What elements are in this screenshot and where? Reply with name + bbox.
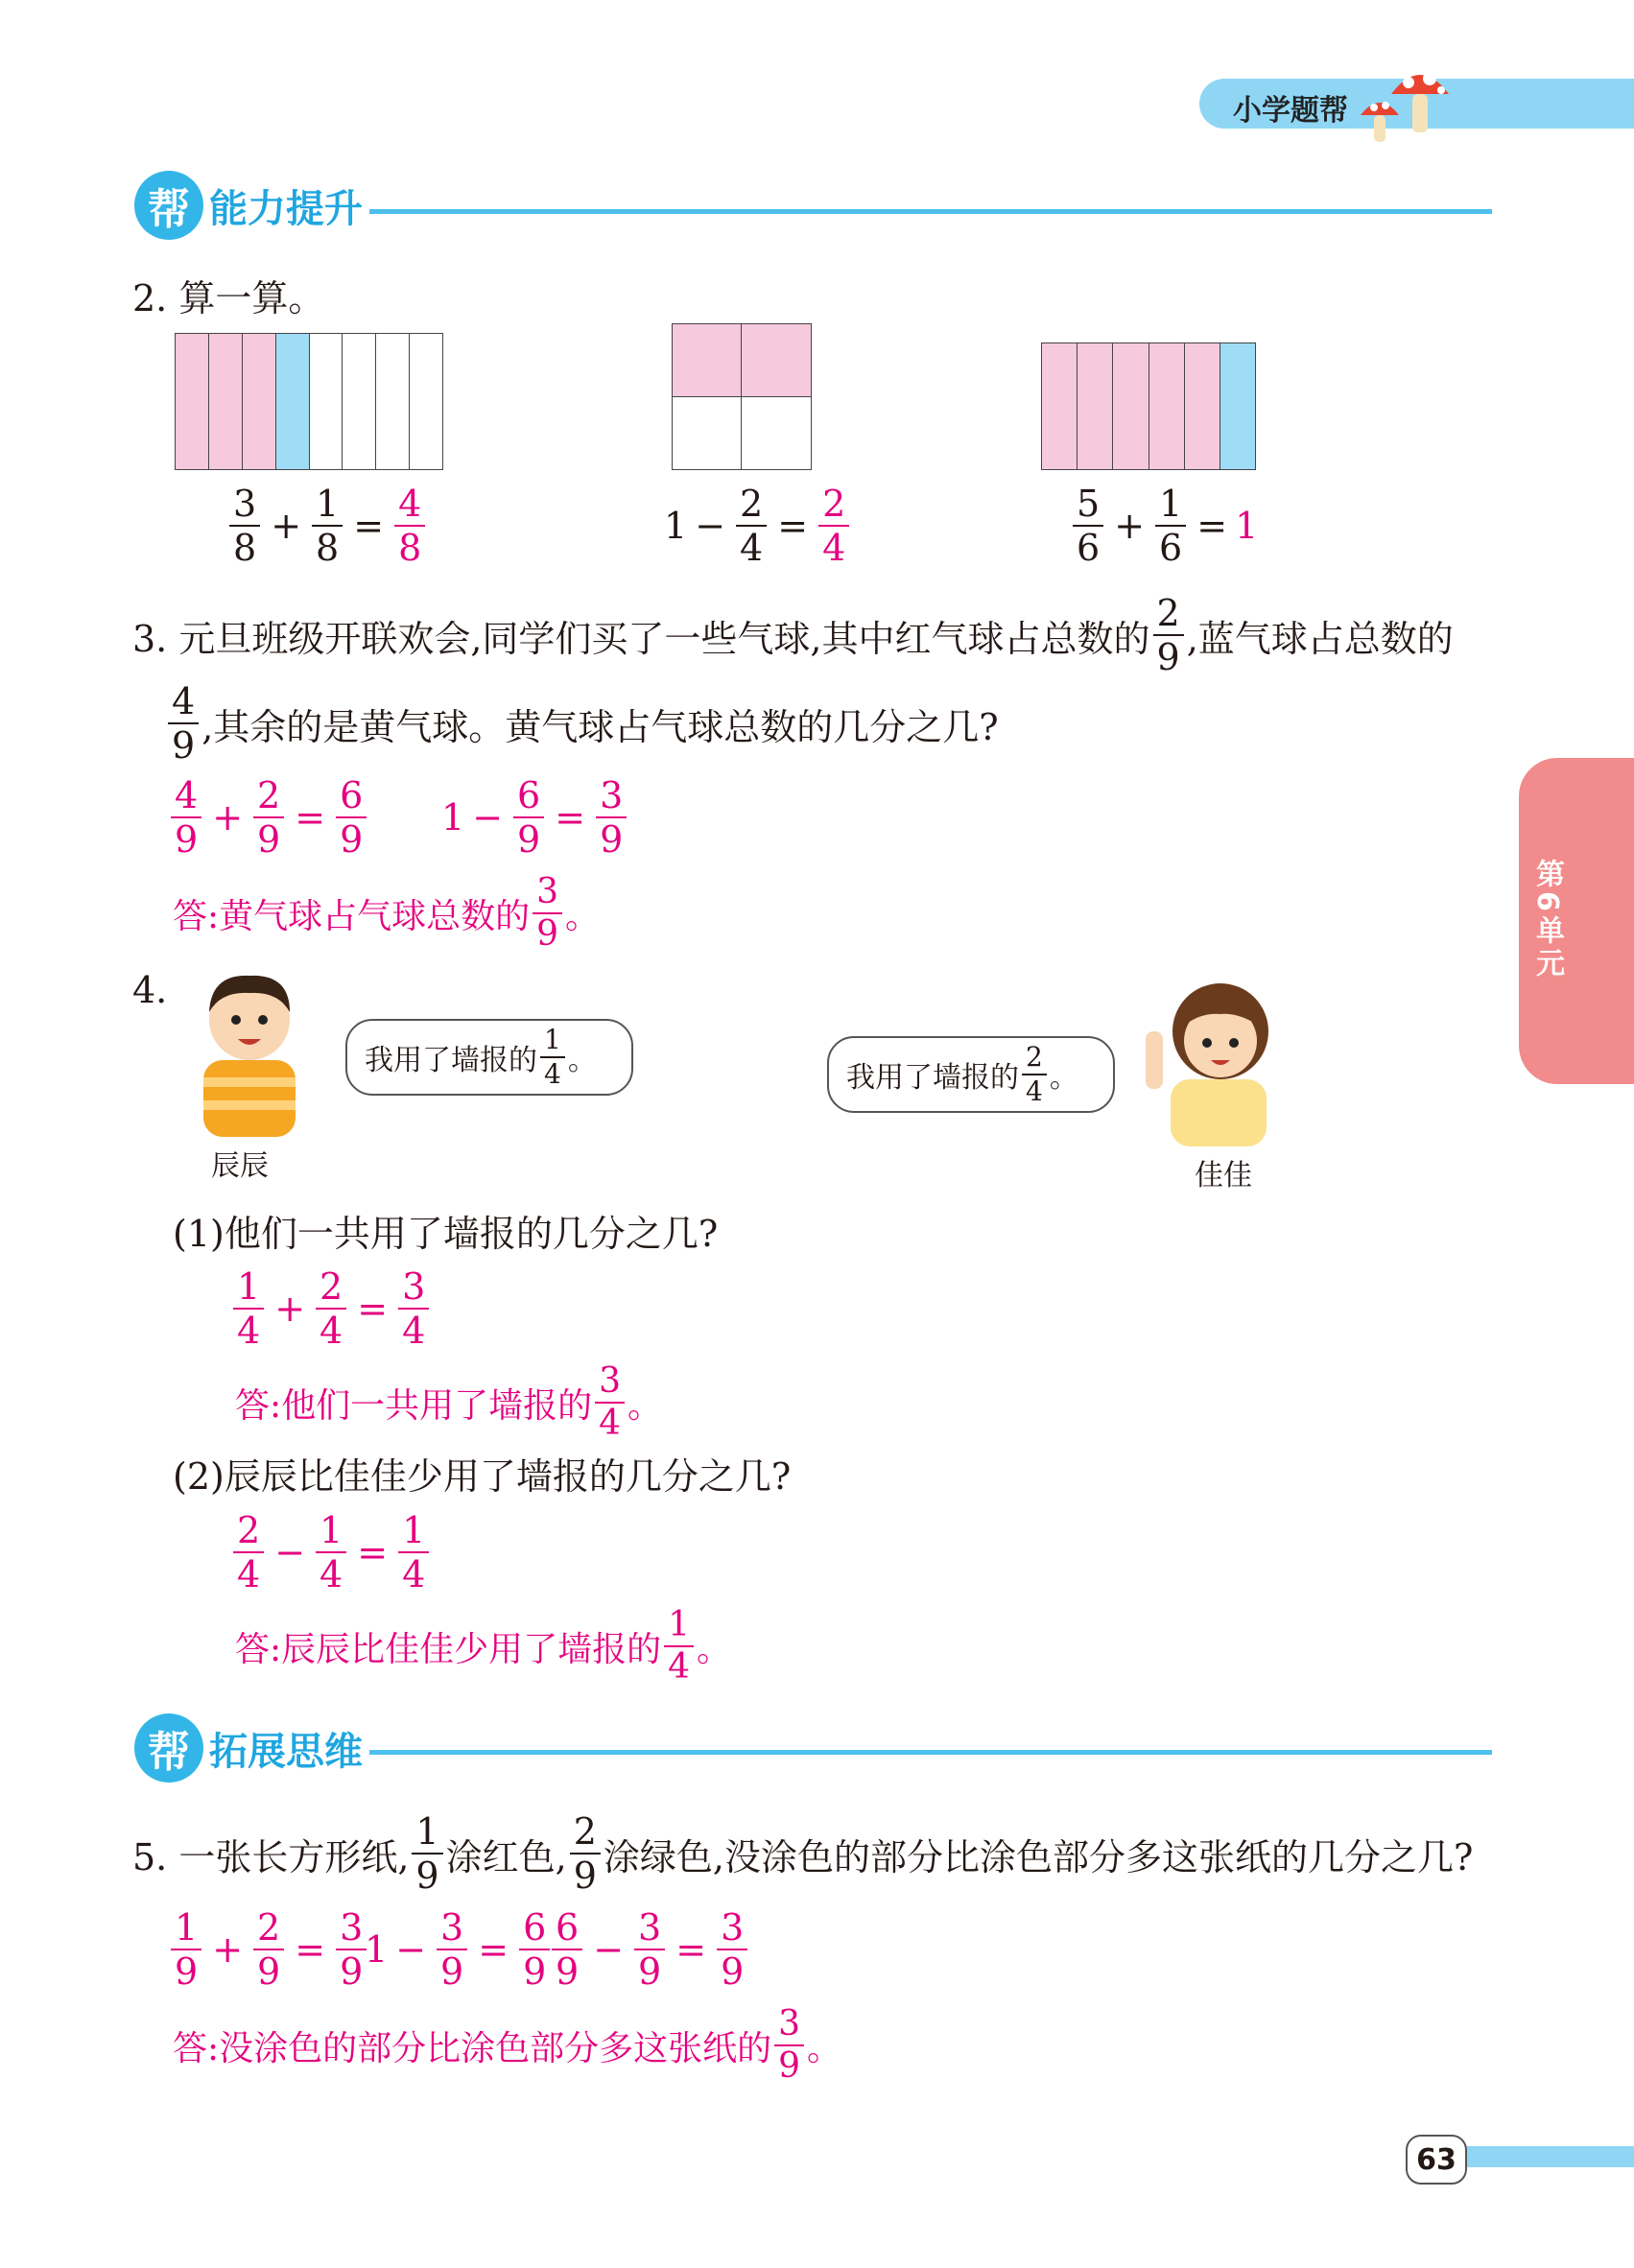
boy-speech-bubble: 我用了墙报的 $\frac{1}{4}$ 。 xyxy=(345,1019,633,1096)
q4-sub1-prompt: (1)他们一共用了墙报的几分之几? xyxy=(173,1213,719,1255)
answer-fraction: $\frac{2}{4}$ xyxy=(818,485,849,566)
q3-answer: 答:黄气球占气球总数的 $\frac{3}{9}$ 。 xyxy=(173,872,601,954)
q3-solution-2: 1 − $\frac{6}{9}$ = $\frac{3}{9}$ xyxy=(441,777,629,858)
q3-prompt-line-1: 3. 元旦班级开联欢会,同学们买了一些气球,其中红气球占总数的 $\frac{2}{9}$ ,蓝气球占总数的 xyxy=(132,592,1454,678)
fraction-bar-quarters xyxy=(672,323,812,470)
fraction-bar-eighths xyxy=(175,333,443,470)
fraction-cell-pink xyxy=(1042,343,1077,469)
fraction-cell-blue xyxy=(1220,343,1255,469)
mushroom-icon xyxy=(1353,56,1468,147)
fraction-bar-sixths xyxy=(1041,343,1256,470)
unit-side-tab-label: 第6单元 xyxy=(1530,859,1564,980)
boy-name: 辰辰 xyxy=(211,1149,269,1183)
q2-equation-1: $\frac{3}{8}$ + $\frac{1}{8}$ = $\frac{4}{8}$ xyxy=(226,485,428,566)
q4-sub1-answer: 答:他们一共用了墙报的 $\frac{3}{4}$ 。 xyxy=(235,1361,663,1443)
girl-name: 佳佳 xyxy=(1195,1159,1252,1193)
fraction-cell-pink xyxy=(673,324,742,397)
q2-equation-2: 1 − $\frac{2}{4}$ = $\frac{2}{4}$ xyxy=(664,485,852,566)
section-header-ability xyxy=(134,171,363,240)
fraction-cell-blue xyxy=(276,334,310,469)
q2-equation-3: $\frac{5}{6}$ + $\frac{1}{6}$ = 1 xyxy=(1070,485,1258,566)
brand-label: 小学题帮 xyxy=(1233,94,1348,128)
q4-sub2-equation: $\frac{2}{4}$ − $\frac{1}{4}$ = $\frac{1}{4}$ xyxy=(230,1512,432,1593)
fraction-cell-white xyxy=(410,334,442,469)
fraction-cell-white xyxy=(742,397,811,470)
fraction-cell-pink xyxy=(209,334,243,469)
girl-speech-bubble: 我用了墙报的 $\frac{2}{4}$ 。 xyxy=(827,1036,1115,1113)
section-title: 能力提升 xyxy=(209,186,363,231)
section-title: 拓展思维 xyxy=(209,1729,363,1774)
fraction-cell-pink xyxy=(176,334,209,469)
fraction-cell-white xyxy=(376,334,410,469)
q5-solution-2: 1 − $\frac{3}{9}$ = $\frac{6}{9}$ xyxy=(365,1909,553,1990)
fraction-cell-pink xyxy=(243,334,276,469)
q5-prompt: 5. 一张长方形纸, $\frac{1}{9}$ 涂红色, $\frac{2}{9}$ 涂绿色,没涂色的部分比涂色部分多这张纸的几分之几? xyxy=(132,1810,1474,1897)
fraction-cell-pink xyxy=(1077,343,1113,469)
section-divider xyxy=(369,209,1492,214)
page-number: 63 xyxy=(1416,2142,1456,2177)
section-divider xyxy=(369,1750,1492,1755)
fraction-cell-pink xyxy=(742,324,811,397)
section-header-expand xyxy=(134,1713,363,1783)
fraction-cell-pink xyxy=(1149,343,1185,469)
q4-sub2-prompt: (2)辰辰比佳佳少用了墙报的几分之几? xyxy=(173,1455,792,1498)
answer-value: 1 xyxy=(1235,505,1259,547)
fraction-cell-white xyxy=(673,397,742,470)
fraction-cell-pink xyxy=(1185,343,1220,469)
boy-chenchen-illustration xyxy=(182,964,317,1137)
page-number-badge xyxy=(1406,2135,1467,2185)
section-badge: 帮 xyxy=(134,171,203,240)
q5-solution-1: $\frac{1}{9}$ + $\frac{2}{9}$ = $\frac{3}{9}$ xyxy=(168,1909,369,1990)
q2-prompt: 2. 算一算。 xyxy=(132,277,325,319)
q5-answer: 答:没涂色的部分比涂色部分多这张纸的 $\frac{3}{9}$ 。 xyxy=(173,2004,842,2086)
girl-jiajia-illustration xyxy=(1132,964,1295,1146)
fraction-cell-pink xyxy=(1113,343,1149,469)
fraction-cell-white xyxy=(310,334,343,469)
section-badge: 帮 xyxy=(134,1713,203,1783)
q3-solution-1: $\frac{4}{9}$ + $\frac{2}{9}$ = $\frac{6}{9}$ xyxy=(168,777,369,858)
answer-fraction: $\frac{4}{8}$ xyxy=(394,485,425,566)
q5-solution-3: $\frac{6}{9}$ − $\frac{3}{9}$ = $\frac{3}{9}$ xyxy=(549,1909,750,1990)
q4-number: 4. xyxy=(132,969,168,1011)
q4-sub1-equation: $\frac{1}{4}$ + $\frac{2}{4}$ = $\frac{3}{4}$ xyxy=(230,1268,432,1349)
fraction-cell-white xyxy=(343,334,376,469)
q3-prompt-line-2: $\frac{4}{9}$ ,其余的是黄气球。黄气球占气球总数的几分之几? xyxy=(165,683,999,764)
q4-sub2-answer: 答:辰辰比佳佳少用了墙报的 $\frac{1}{4}$ 。 xyxy=(235,1605,732,1687)
